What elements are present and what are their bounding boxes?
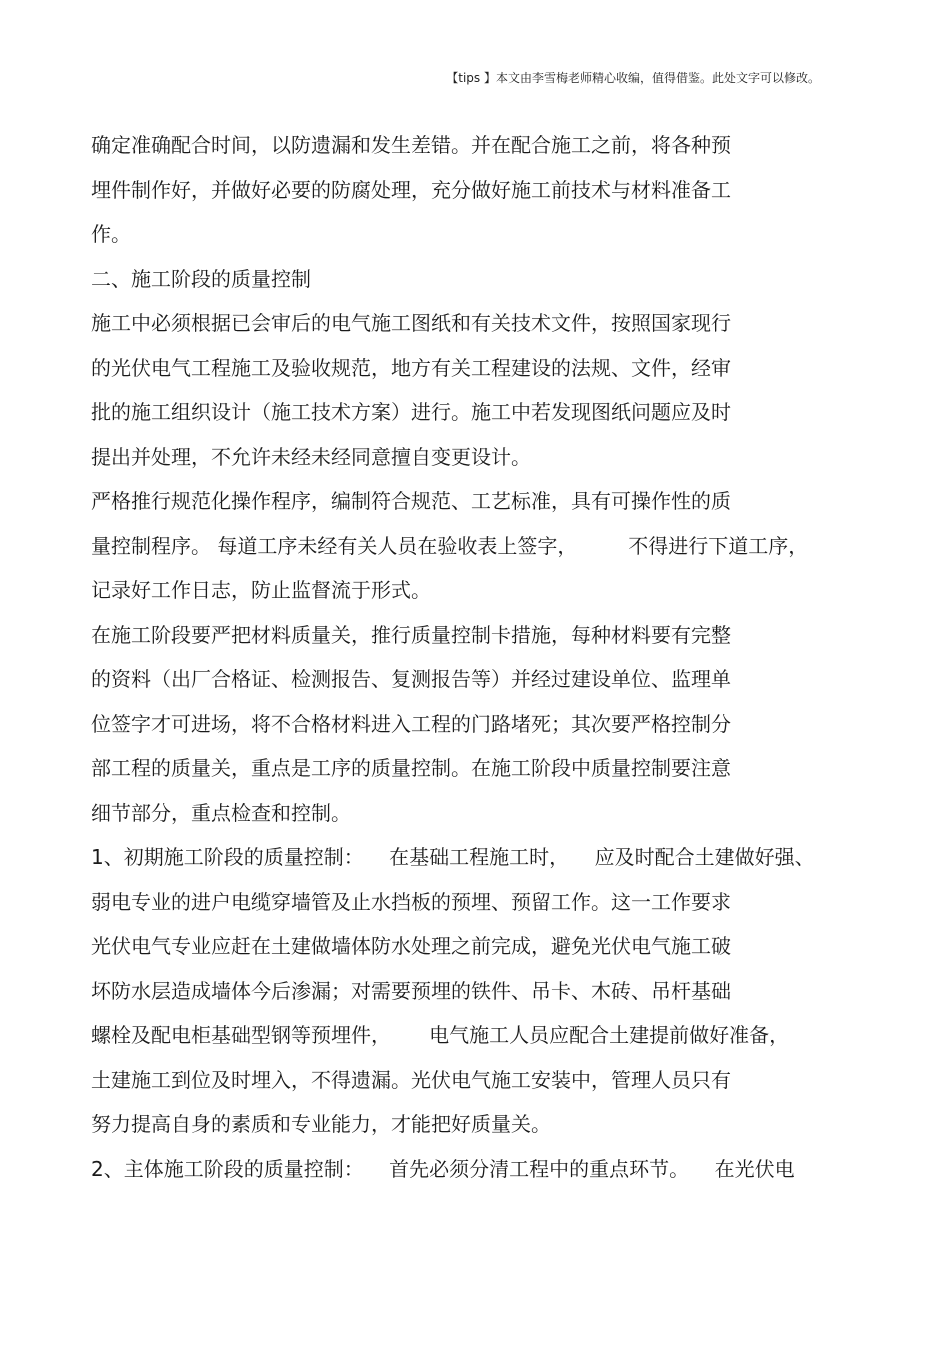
text-line: 在施工阶段要严把材料质量关，推行质量控制卡措施，每种材料要有完整: [91, 622, 731, 647]
text-line: 弱电专业的进户电缆穿墙管及止水挡板的预埋、预留工作。这一工作要求: [91, 889, 731, 914]
text-line: 位签字才可进场，将不合格材料进入工程的门路堵死；其次要严格控制分: [91, 711, 731, 736]
text-line: 的光伏电气工程施工及验收规范，地方有关工程建设的法规、文件，经审: [91, 355, 731, 380]
text-line: 细节部分，重点检查和控制。: [91, 800, 351, 825]
text-line: 部工程的质量关，重点是工序的质量控制。在施工阶段中质量控制要注意: [91, 756, 731, 780]
text-line: 螺栓及配电柜基础型钢等预埋件， 电气施工人员应配合土建提前做好准备，: [91, 1023, 790, 1047]
text-line: 确定准确配合时间，以防遗漏和发生差错。并在配合施工之前，将各种预: [91, 133, 731, 157]
text-line: 施工中必须根据已会审后的电气施工图纸和有关技术文件，按照国家现行: [91, 311, 731, 335]
text-line: 埋件制作好，并做好必要的防腐处理，充分做好施工前技术与材料准备工: [91, 177, 731, 202]
tips-header: 【tips 】本文由李雪梅老师精心收编，值得借鉴。此处文字可以修改。: [446, 71, 820, 85]
text-line: 的资料（出厂合格证、检测报告、复测报告等）并经过建设单位、监理单: [91, 667, 731, 691]
text-line: 土建施工到位及时埋入，不得遗漏。光伏电气施工安装中，管理人员只有: [91, 1067, 731, 1092]
text-line: 严格推行规范化操作程序，编制符合规范、工艺标准，具有可操作性的质: [91, 489, 731, 513]
text-line: 努力提高自身的素质和专业能力，才能把好质量关。: [91, 1112, 551, 1136]
text-line: 坏防水层造成墙体今后渗漏；对需要预埋的铁件、吊卡、木砖、吊杆基础: [91, 978, 731, 1003]
text-line: 2、主体施工阶段的质量控制： 首先必须分清工程中的重点环节。 在光伏电: [91, 1156, 795, 1181]
section-heading: 二、施工阶段的质量控制: [91, 266, 311, 291]
body-text: [91, 127, 871, 1195]
text-line: 作。: [91, 222, 131, 246]
text-line: 量控制程序。 每道工序未经有关人员在验收表上签字， 不得进行下道工序，: [91, 533, 809, 558]
text-line: 光伏电气专业应赶在土建做墙体防水处理之前完成，避免光伏电气施工破: [91, 934, 731, 958]
text-line: 批的施工组织设计（施工技术方案）进行。施工中若发现图纸问题应及时: [91, 400, 731, 424]
text-line: 记录好工作日志，防止监督流于形式。: [91, 578, 431, 602]
text-line: 1、初期施工阶段的质量控制： 在基础工程施工时， 应及时配合土建做好强、: [91, 845, 815, 869]
text-line: 提出并处理，不允许未经未经同意擅自变更设计。: [91, 444, 531, 469]
